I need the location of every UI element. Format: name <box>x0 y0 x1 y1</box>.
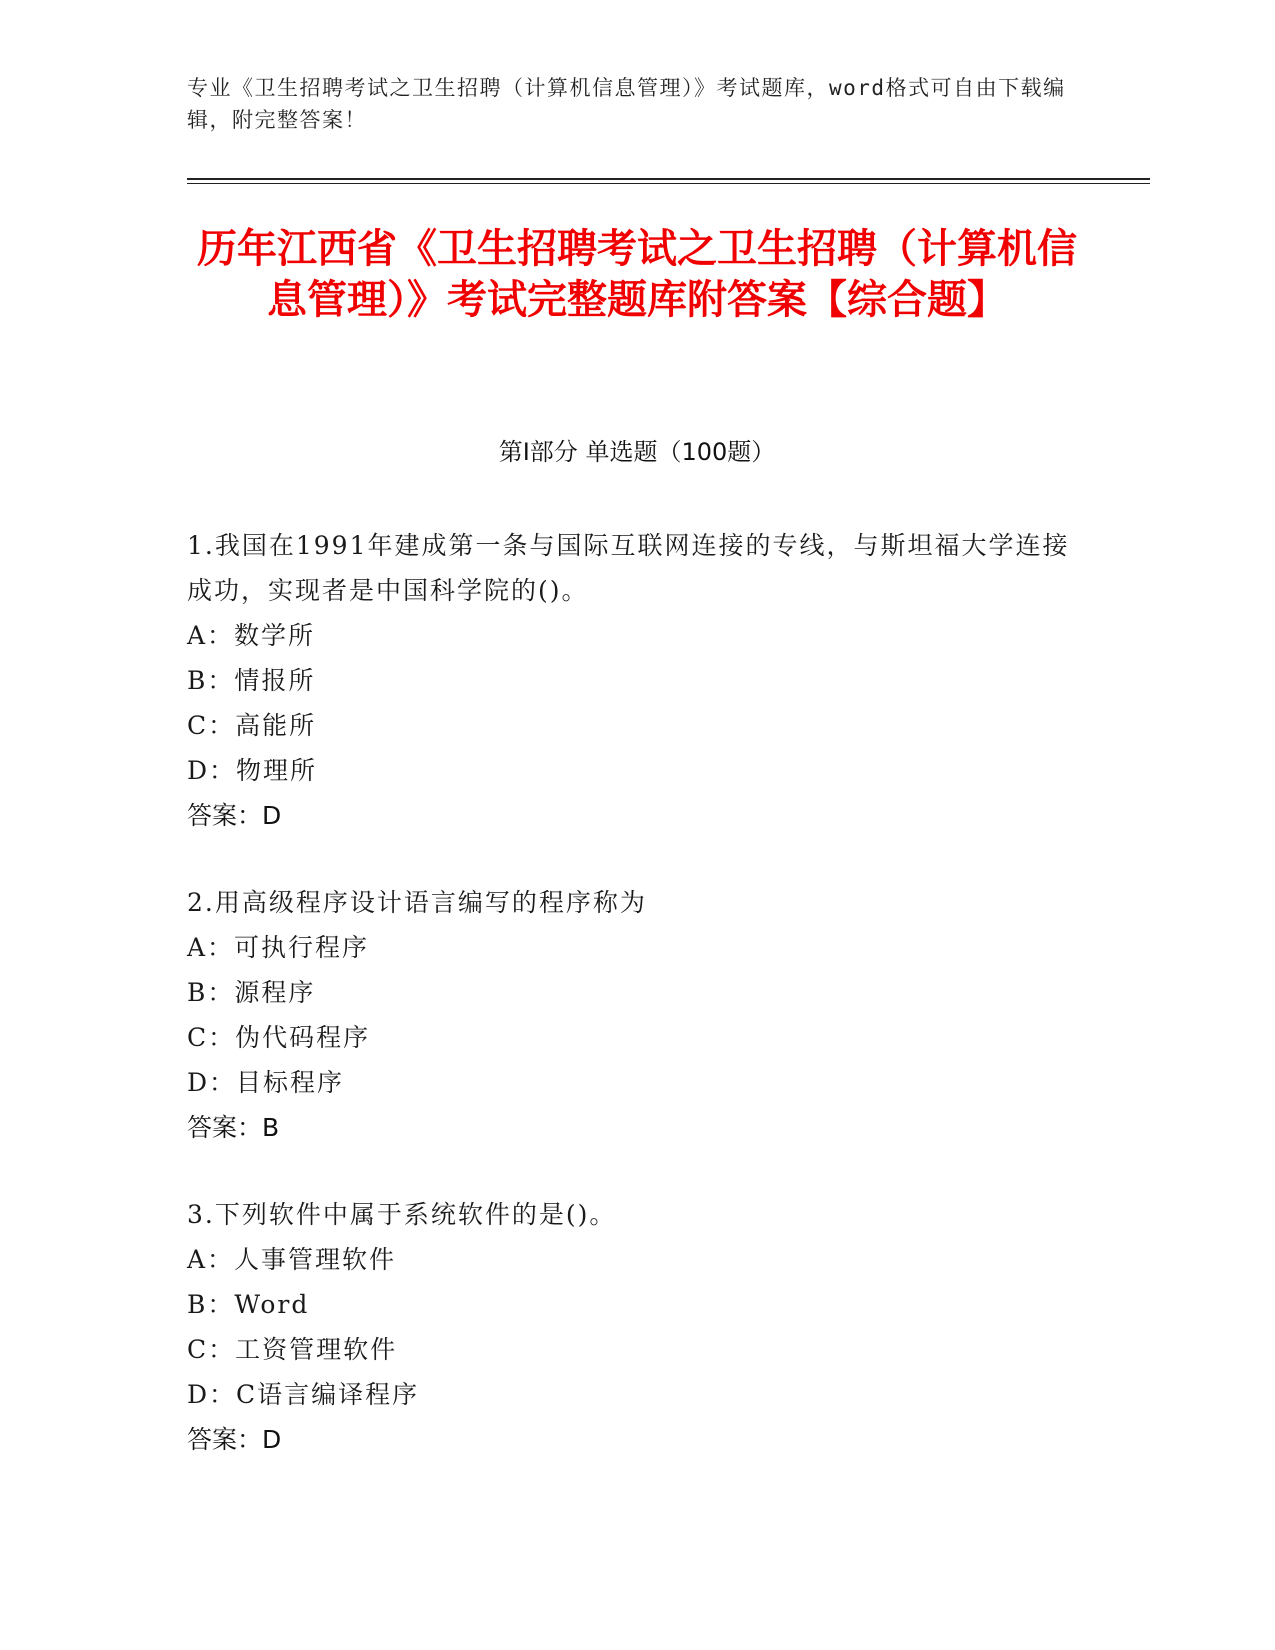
option-d: D：目标程序 <box>187 1068 345 1097</box>
header-rule-thick <box>187 178 1150 180</box>
section-title: 第I部分 单选题（100题） <box>498 438 776 466</box>
header-rule-thin <box>187 183 1150 184</box>
header-note: 专业《卫生招聘考试之卫生招聘（计算机信息管理）》考试题库，word格式可自由下载编辑，附完整答案！ <box>187 76 1066 132</box>
option-d: D：C语言编译程序 <box>187 1380 420 1409</box>
question-list <box>187 523 1087 1504</box>
option-c: C：高能所 <box>187 711 317 740</box>
option-c: C：伪代码程序 <box>187 1023 371 1052</box>
question-item <box>187 880 1087 1150</box>
answer-line: 答案：D <box>187 1425 282 1454</box>
option-b: B：Word <box>187 1290 310 1319</box>
option-a: A：人事管理软件 <box>187 1245 397 1274</box>
question-item <box>187 523 1087 838</box>
option-b: B：源程序 <box>187 978 316 1007</box>
question-stem: 3.下列软件中属于系统软件的是()。 <box>187 1200 617 1229</box>
option-b: B：情报所 <box>187 666 316 695</box>
question-item <box>187 1192 1087 1462</box>
option-c: C：工资管理软件 <box>187 1335 398 1364</box>
option-a: A：数学所 <box>187 621 316 650</box>
answer-line: 答案：B <box>187 1113 280 1142</box>
question-stem: 1.我国在1991年建成第一条与国际互联网连接的专线，与斯坦福大学连接成功，实现者是中国科学院的()。 <box>187 531 1070 605</box>
option-d: D：物理所 <box>187 756 318 785</box>
document-title: 历年江西省《卫生招聘考试之卫生招聘（计算机信息管理）》考试完整题库附答案【综合题】 <box>197 226 1077 323</box>
option-a: A：可执行程序 <box>187 933 370 962</box>
answer-line: 答案：D <box>187 801 282 830</box>
question-stem: 2.用高级程序设计语言编写的程序称为 <box>187 888 647 917</box>
